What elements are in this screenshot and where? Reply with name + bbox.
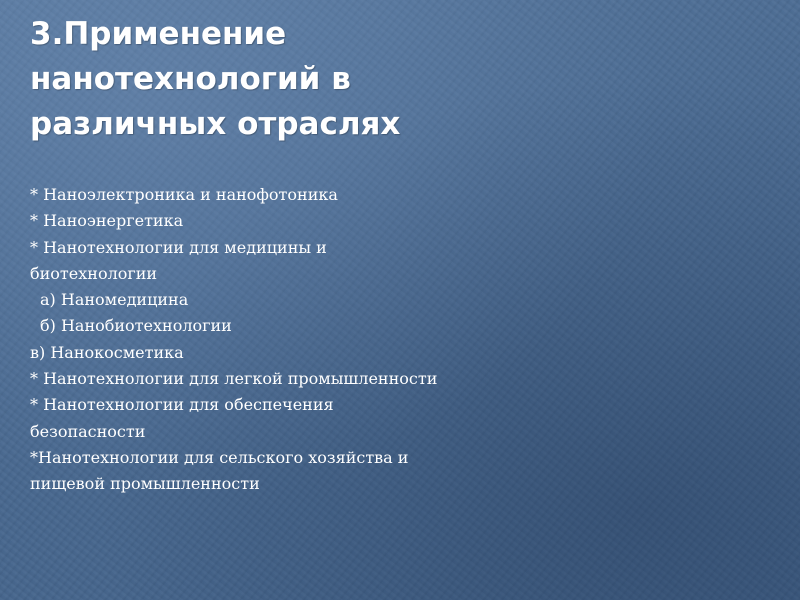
list-item-nanobiotech: б) Нанобиотехнологии bbox=[40, 316, 232, 336]
list-item-nanoenergetics: * Наноэнергетика bbox=[30, 211, 184, 231]
list-item-medicine-biotech: * Нанотехнологии для медицины и биотехнологии bbox=[30, 237, 327, 283]
list-item-security: * Нанотехнологии для обеспечения безопасности bbox=[30, 395, 334, 441]
bullet-list bbox=[30, 182, 450, 498]
list-item-nanocosmetics: в) Нанокосметика bbox=[30, 342, 184, 362]
slide-title: 3.Применение нанотехнологий в различных отраслях bbox=[30, 16, 401, 142]
list-item-nanomedicine: а) Наномедицина bbox=[40, 290, 189, 310]
list-item-light-industry: * Нанотехнологии для легкой промышленности bbox=[30, 369, 438, 389]
list-item-agriculture-food: *Нанотехнологии для сельского хозяйства и пищевой промышленности bbox=[30, 447, 409, 494]
list-item-nanoelectronics: * Наноэлектроника и нанофотоника bbox=[30, 185, 338, 204]
